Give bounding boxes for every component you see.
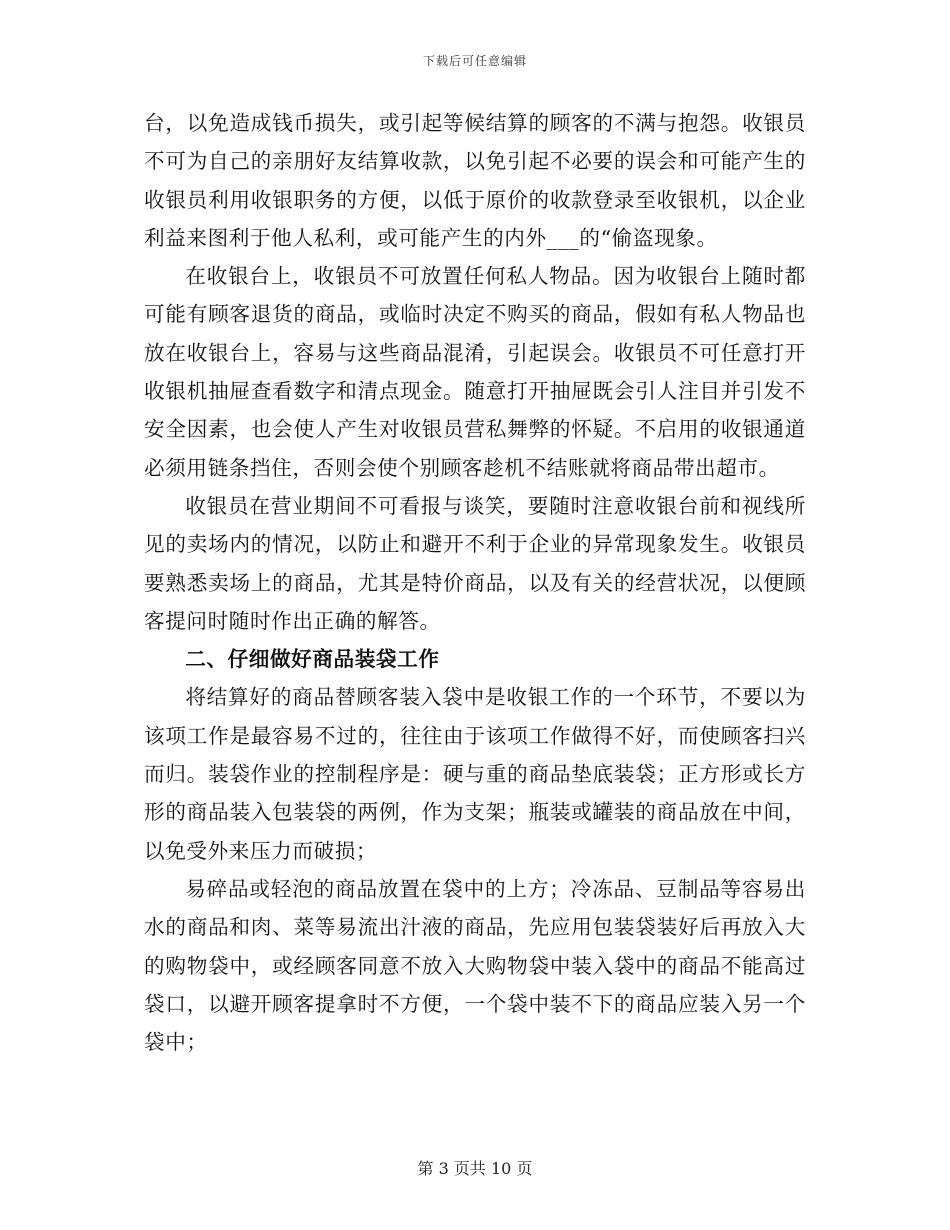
- section-heading: 二、仔细做好商品装袋工作: [185, 647, 440, 672]
- document-body: [144, 104, 806, 1061]
- page-number: 第 3 页共 10 页: [417, 1159, 533, 1178]
- paragraph-business-hours: 收银员在营业期间不可看报与谈笑，要随时注意收银台前和视线所见的卖场内的情况，以防止和避开不利于企业的异常现象发生。收银员要熟悉卖场上的商品，尤其是特价商品，以及有关的经营状况，以便顾客提问时随时作出正确的解答。: [144, 493, 806, 633]
- paragraph-continued: 台，以免造成钱币损失，或引起等候结算的顾客的不满与抱怨。收银员不可为自己的亲朋好友结算收款，以免引起不必要的误会和可能产生的收银员利用收银职务的方便，以低于原价的收款登录至收银机，以企业利益来图利于他人私利，或可能产生的内外___的“偷盗现象。: [144, 111, 806, 250]
- page-header: 下载后可任意编辑: [422, 54, 527, 68]
- paragraph-bagging-procedure: 将结算好的商品替顾客装入袋中是收银工作的一个环节，不要以为该项工作是最容易不过的，往往由于该项工作做得不好，而使顾客扫兴而归。装袋作业的控制程序是：硬与重的商品垫底装袋；正方形或长方形的商品装入包装袋的两例，作为支架；瓶装或罐装的商品放在中间，以免受外来压力而破损；: [144, 685, 806, 863]
- paragraph-checkout-counter: 在收银台上，收银员不可放置任何私人物品。因为收银台上随时都可能有顾客退货的商品，或临时决定不购买的商品，假如有私人物品也放在收银台上，容易与这些商品混淆，引起误会。收银员不可任意打开收银机抽屉查看数字和清点现金。随意打开抽屉既会引人注目并引发不安全因素，也会使人产生对收银员营私舞弊的怀疑。不启用的收银通道必须用链条挡住，否则会使个别顾客趁机不结账就将商品带出超市。: [144, 264, 806, 480]
- paragraph-fragile-items: 易碎品或轻泡的商品放置在袋中的上方；冷冻品、豆制品等容易出水的商品和肉、菜等易流出汁液的商品，先应用包装袋装好后再放入大的购物袋中，或经顾客同意不放入大购物袋中装入袋中的商品不能高过袋口，以避开顾客提拿时不方便，一个袋中装不下的商品应装入另一个袋中；: [144, 876, 806, 1055]
